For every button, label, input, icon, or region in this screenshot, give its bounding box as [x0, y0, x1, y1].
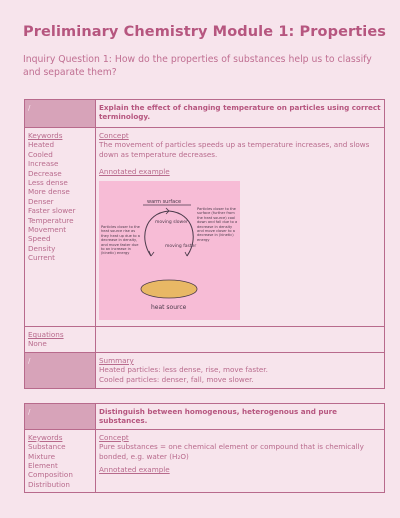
- keyword-item: Density: [28, 243, 56, 253]
- concept2-text: Pure substances = one chemical element or compound that is chemically bonded, e.g. water (H₂O): [99, 442, 364, 461]
- equations-value: None: [28, 339, 47, 349]
- section2-header-marker: /: [25, 404, 96, 430]
- diagram-left-note: Particles closer to the heat source rise as they heat up due to a decrease in density, and move faster due to an increase in (kinetic) energy: [101, 224, 140, 256]
- concept2-cell: [96, 429, 385, 492]
- keywords-label: Keywords: [28, 131, 63, 140]
- annotated-diagram: [99, 181, 240, 320]
- keywords-list: [28, 140, 92, 262]
- keyword-item: Substance: [28, 442, 66, 452]
- keyword-item: Current: [28, 253, 55, 263]
- section2-header: Distinguish between homogenous, heterogenous and pure substances.: [96, 404, 385, 430]
- keyword-item: Cooled: [28, 149, 53, 159]
- keyword-item: Faster slower: [28, 206, 76, 216]
- inquiry-question: Inquiry Question 1: How do the properties of substances help us to classify and separate them?: [23, 54, 372, 78]
- keyword-item: Movement: [28, 225, 67, 235]
- keyword-item: Heated: [28, 140, 55, 150]
- concept-cell: [96, 128, 385, 327]
- concept-text: The movement of particles speeds up as temperature increases, and slows down as temperature decreases.: [99, 140, 370, 159]
- summary-marker: /: [25, 352, 96, 388]
- diagram-center-label: moving faster: [165, 243, 197, 249]
- equations-blank: [96, 327, 385, 353]
- diagram-left-label: moving slower: [155, 219, 188, 225]
- diagram-right-note: Particles closer to the surface (further from the heat source) cool down and fall due to a decrease in density and move closer to a decrease in (kinetic) energy: [197, 206, 238, 242]
- concept-label: Concept: [99, 131, 129, 140]
- keywords-cell: [25, 128, 96, 327]
- keyword-item: More dense: [28, 187, 70, 197]
- section-substances: [24, 403, 385, 493]
- keywords2-cell: [25, 429, 96, 492]
- keywords2-label: Keywords: [28, 432, 63, 442]
- keyword-item: Element: [28, 461, 58, 471]
- summary-line-2: Cooled particles: denser, fall, move slower.: [99, 374, 254, 384]
- section-temperature: [24, 99, 385, 389]
- summary-line-1: Heated particles: less dense, rise, move faster.: [99, 365, 268, 375]
- keyword-item: Decrease: [28, 168, 62, 178]
- annotated-example2-label: Annotated example: [99, 465, 170, 475]
- convection-diagram: [99, 181, 240, 320]
- annotated-example-label: Annotated example: [99, 167, 170, 177]
- keyword-item: Mixture: [28, 451, 56, 461]
- keywords2-list: [28, 442, 92, 489]
- diagram-top-label: warm surface: [147, 198, 182, 205]
- page-title: Preliminary Chemistry Module 1: Properties: [23, 24, 387, 40]
- keyword-item: Distribution: [28, 479, 70, 489]
- diagram-bottom-label: heat source: [151, 303, 187, 311]
- keyword-item: Speed: [28, 234, 51, 244]
- equations-cell: [25, 327, 96, 353]
- keyword-item: Denser: [28, 196, 54, 206]
- summary-label: Summary: [99, 355, 134, 365]
- summary-cell: [96, 352, 385, 388]
- section-header: Explain the effect of changing temperature on particles using correct terminology.: [96, 100, 385, 128]
- keyword-item: Composition: [28, 470, 73, 480]
- concept2-label: Concept: [99, 432, 129, 442]
- equations-label: Equations: [28, 330, 64, 339]
- keyword-item: Less dense: [28, 178, 68, 188]
- section-header-marker: /: [25, 100, 96, 128]
- keyword-item: Increase: [28, 159, 59, 169]
- keyword-item: Temperature: [28, 215, 74, 225]
- heat-source-shape: [141, 280, 197, 298]
